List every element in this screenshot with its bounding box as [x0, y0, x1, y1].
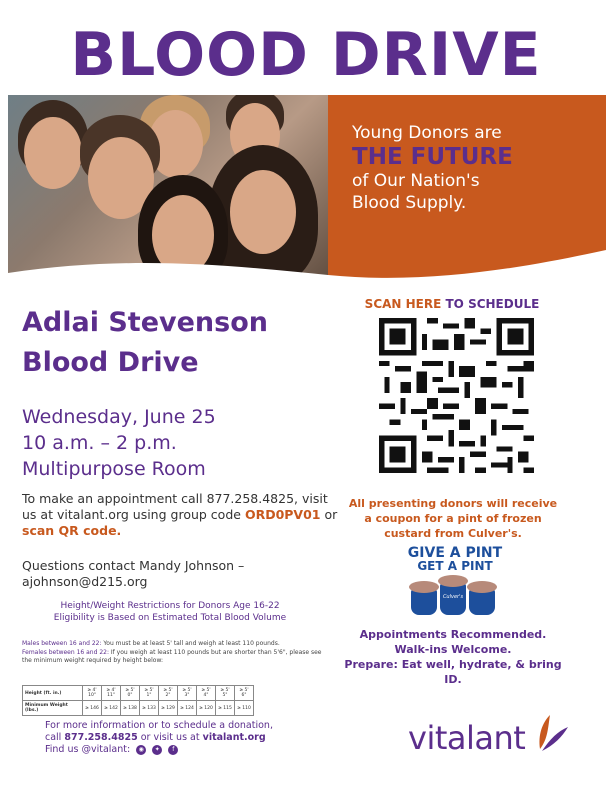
males-text: You must be at least 5' tall and weigh at least 110 pounds. — [101, 640, 280, 647]
height-cell: ≥ 5' 2" — [159, 686, 178, 701]
height-cell: ≥ 4' 11" — [102, 686, 121, 701]
scan-here: SCAN HERE — [364, 297, 442, 311]
height-cell: ≥ 5' 3" — [178, 686, 197, 701]
promo-line1: GIVE A PINT — [407, 545, 503, 561]
scan-heading — [352, 297, 552, 311]
promo-brand: Culver's — [442, 594, 464, 600]
height-cell: ≥ 4' 10" — [83, 686, 102, 701]
tagline-line3: of Our Nation's — [352, 171, 480, 191]
contact-email: ajohnson@d215.org — [22, 574, 148, 589]
appointment-or: or — [324, 507, 338, 522]
weight-cell: ≥ 124 — [178, 701, 197, 716]
vitalant-logo — [408, 713, 568, 763]
females-text: If you weigh at least 110 pounds but are shorter than 5'6", please see the minimum weight required by height below: — [22, 648, 322, 664]
males-label: Males between 16 and 22: — [22, 640, 102, 647]
height-cell: ≥ 5' 4" — [197, 686, 216, 701]
questions-contact — [22, 558, 322, 590]
group-code: ORD0PV01 — [244, 507, 321, 522]
donor-notes — [335, 627, 571, 687]
school-line1: Adlai Stevenson — [22, 307, 268, 338]
females-rule — [22, 649, 322, 666]
females-label: Females between 16 and 22: — [22, 648, 109, 656]
weight-cell: ≥ 133 — [140, 701, 159, 716]
promo-line2: GET A PINT — [417, 559, 493, 573]
coupon-offer: All presenting donors will receive a coupon for a pint of frozen custard from Culver's. — [348, 497, 558, 540]
event-date: Wednesday, June 25 — [22, 406, 216, 428]
event-time: 10 a.m. – 2 p.m. — [22, 432, 177, 454]
footer-phone[interactable]: 877.258.4825 — [64, 732, 138, 743]
height-cell: ≥ 5' 5" — [216, 686, 235, 701]
school-line2: Blood Drive — [22, 347, 199, 378]
scan-qr-text: scan QR code. — [22, 523, 122, 538]
event-location: Multipurpose Room — [22, 458, 206, 480]
height-cell: ≥ 5' 6" — [235, 686, 254, 701]
height-row — [23, 686, 254, 701]
twitter-icon[interactable]: ✦ — [152, 745, 162, 755]
tagline-line4: Blood Supply. — [352, 193, 467, 213]
weight-row — [23, 701, 254, 716]
footer-visit: or visit us at — [140, 732, 200, 743]
footer-line3 — [45, 744, 325, 756]
appointment-text: To make an appointment call 877.258.4825, visit us at vitalant.org using group code — [22, 491, 328, 522]
males-rule — [22, 640, 322, 649]
height-cell: ≥ 5' 0" — [121, 686, 140, 701]
restrictions-title-line1: Height/Weight Restrictions for Donors Age 16-22 — [60, 601, 280, 611]
prepare-note: Prepare: Eat well, hydrate, & bring ID. — [344, 658, 562, 686]
restrictions-title — [40, 600, 300, 624]
weight-cell: ≥ 115 — [216, 701, 235, 716]
footer-find-us: Find us @vitalant: — [45, 744, 131, 755]
page-title: BLOOD DRIVE — [70, 20, 542, 90]
tagline-line1: Young Donors are — [352, 123, 502, 143]
footer-info — [45, 720, 325, 756]
wave-divider — [8, 245, 606, 285]
logo-text: vitalant — [408, 719, 526, 757]
weight-label: Minimum Weight (lbs.) — [23, 701, 83, 716]
to-schedule: TO SCHEDULE — [445, 297, 540, 311]
appointments-recommended: Appointments Recommended. — [359, 628, 547, 641]
custard-cups-icon — [405, 577, 501, 615]
height-weight-table — [22, 685, 254, 716]
tagline-emphasis: THE FUTURE — [352, 144, 513, 170]
weight-cell: ≥ 146 — [83, 701, 102, 716]
footer-line2 — [45, 732, 325, 744]
facebook-icon[interactable]: f — [168, 745, 178, 755]
footer-site-link[interactable]: vitalant.org — [202, 732, 266, 743]
weight-cell: ≥ 138 — [121, 701, 140, 716]
walk-ins-welcome: Walk-ins Welcome. — [394, 643, 512, 656]
weight-cell: ≥ 120 — [197, 701, 216, 716]
height-cell: ≥ 5' 1" — [140, 686, 159, 701]
weight-cell: ≥ 110 — [235, 701, 254, 716]
footer-line1: For more information or to schedule a donation, — [45, 720, 273, 731]
give-a-pint-promo — [405, 546, 505, 615]
appointment-info — [22, 491, 342, 539]
weight-cell: ≥ 142 — [102, 701, 121, 716]
restrictions-text — [22, 640, 322, 666]
qr-code[interactable] — [379, 318, 534, 473]
event-name — [22, 303, 322, 383]
tagline — [352, 122, 582, 214]
restrictions-title-line2: Eligibility is Based on Estimated Total Blood Volume — [53, 613, 287, 623]
leaf-icon — [536, 713, 570, 753]
height-label: Height (ft. in.) — [23, 686, 83, 701]
footer-call: call — [45, 732, 62, 743]
questions-line1: Questions contact Mandy Johnson – — [22, 558, 245, 573]
event-details — [22, 404, 322, 482]
weight-cell: ≥ 129 — [159, 701, 178, 716]
instagram-icon[interactable]: ◉ — [136, 745, 146, 755]
